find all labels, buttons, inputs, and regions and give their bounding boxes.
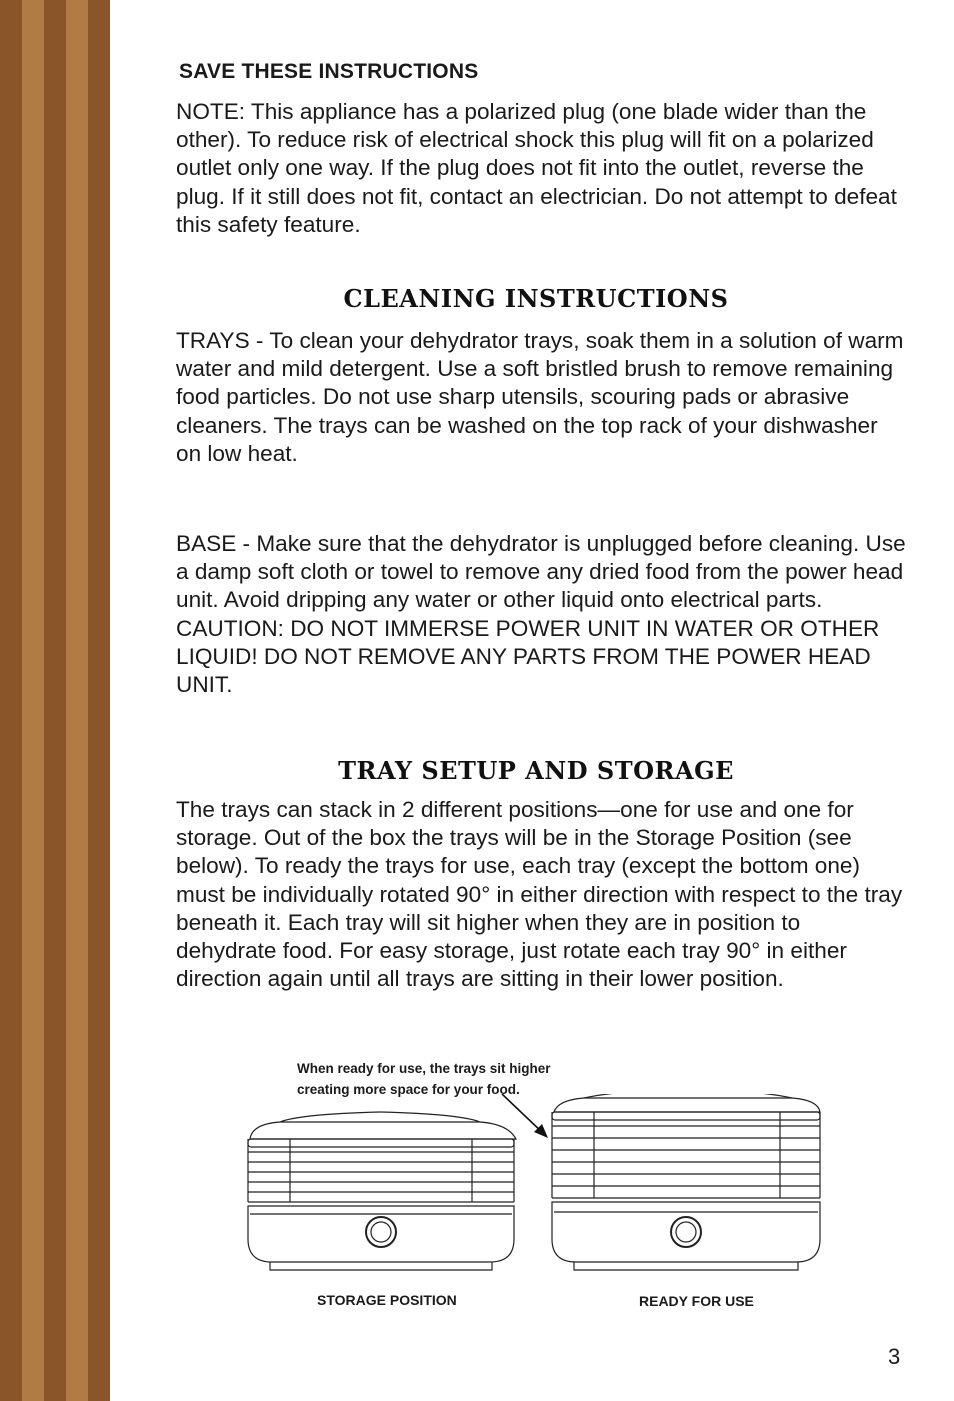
tray-setup-paragraph: The trays can stack in 2 different positions—one for use and one for storage. Out of the box the trays will be in the Storage Position (see below). To ready the trays for use, each tray (except the bottom one) must be individually rotated 90° in either direction with respect to the tray beneath it. Each tray will sit higher when they are in position to dehydrate food. For easy storage, just rotate each tray 90° in either direction again until all trays are sitting in their lower position. xyxy=(176,797,903,992)
diagram-caption-line1: When ready for use, the trays sit higher xyxy=(297,1061,551,1076)
decorative-stripe-border xyxy=(0,0,110,1401)
ready-for-use-dehydrator xyxy=(552,1094,820,1270)
cleaning-base-paragraph: BASE - Make sure that the dehydrator is unplugged before cleaning. Use a damp soft cloth or towel to remove any dried food from the power head unit. Avoid dripping any water or other liquid onto electrical parts. CAUTION: DO NOT IMMERSE POWER UNIT IN WATER OR OTHER LIQUID! DO NOT REMOVE ANY PARTS FROM THE POWER HEAD UNIT. xyxy=(176,531,906,698)
dehydrator-diagram xyxy=(240,1094,840,1284)
save-instructions-heading: SAVE THESE INSTRUCTIONS xyxy=(179,60,479,83)
diagram-caption-line2: creating more space for your food. xyxy=(297,1082,520,1097)
tray-setup-title: TRAY SETUP AND STORAGE xyxy=(338,756,734,785)
cleaning-trays-paragraph: TRAYS - To clean your dehydrator trays, soak them in a solution of warm water and mild detergent. Use a soft bristled brush to remove remaining food particles. Do not use sharp utensils, scouring pads or abrasive cleaners. The trays can be washed on the top rack of your dishwasher on low heat. xyxy=(176,328,904,466)
storage-position-dehydrator xyxy=(248,1112,516,1270)
polarized-plug-note: NOTE: This appliance has a polarized plug (one blade wider than the other). To reduce risk of electrical shock this plug will fit on a polarized outlet only one way. If the plug does not fit into the outlet, reverse the plug. If it still does not fit, contact an electrician. Do not attempt to defeat this safety feature. xyxy=(176,99,897,237)
storage-position-label: STORAGE POSITION xyxy=(317,1292,457,1308)
cleaning-instructions-title: CLEANING INSTRUCTIONS xyxy=(343,284,729,313)
page-number: 3 xyxy=(888,1344,901,1369)
ready-for-use-label: READY FOR USE xyxy=(639,1293,754,1309)
